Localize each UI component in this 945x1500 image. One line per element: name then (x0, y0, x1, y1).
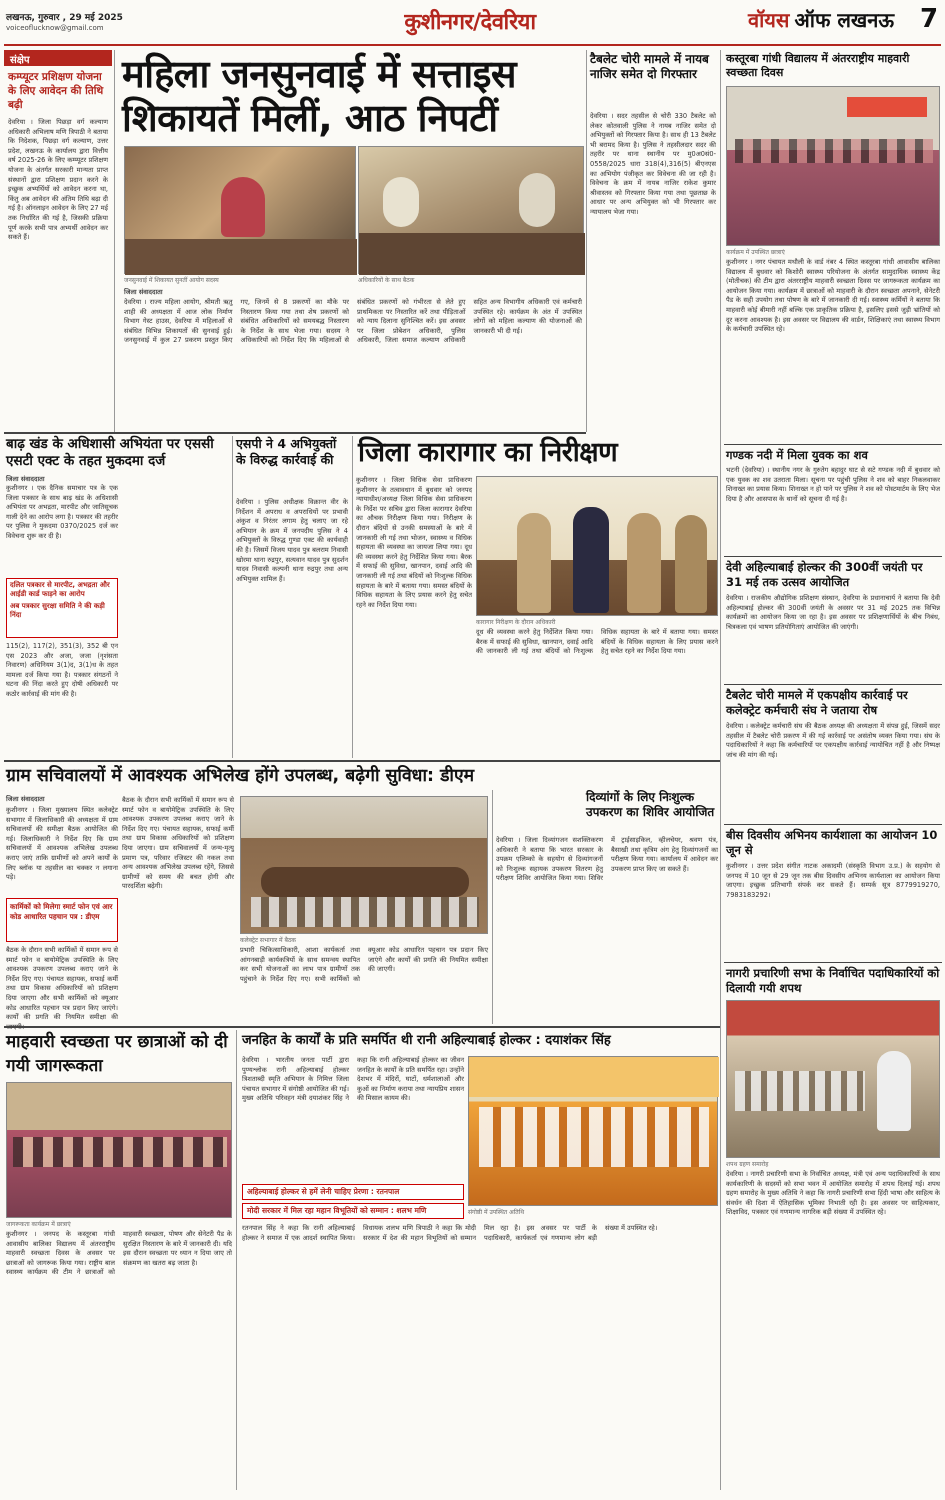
photo-caption: कारागार निरीक्षण के दौरान अधिकारी (476, 619, 556, 626)
table-shape (359, 233, 585, 275)
photo-caption: संगोष्ठी में उपस्थित अतिथि (468, 1209, 525, 1216)
jail-headline: जिला कारागार का निरीक्षण (358, 437, 618, 468)
highlight-bullet: दलित पत्रकार से मारपीट, अभद्रता और आईडी कार्ड फाड़ने का आरोप (10, 581, 110, 598)
officer-figure (517, 513, 551, 613)
stage-banner (469, 1057, 719, 1097)
person-figure (383, 177, 419, 227)
kasturba-photo (726, 86, 940, 246)
divider (492, 790, 493, 1024)
gram-body-continued: बैठक के दौरान सभी कार्मिकों में समान रूप से स्मार्ट फोन व बायोमेट्रिक उपस्थिति के लिए आवश्यक उपकरण उपलब्ध कराए जाने के निर्देश दिए गए। पंचायत सहायक, सफाई कर्मी तथा ग्राम विकास अधिकारियों को प्रशिक्षण दिया जाएगा। ग्राम सचिवालयों में जन्म-मृत्यु प्रमाण पत्र, परिवार रजिस्टर की नकल तथा अन्य आवश्यक अभिलेख उपलब्ध रहेंगे, जिससे ग्रामीणों को समय की बचत होगी और पारदर्शिता बढ़ेगी। (122, 796, 234, 891)
photo-caption: जागरूकता कार्यक्रम में छात्राएं (6, 1221, 71, 1228)
photo-caption: कार्यक्रम में उपस्थित छात्राएं (726, 249, 785, 256)
divider (720, 50, 721, 1490)
gandak-headline: गण्डक नदी में मिला युवक का शव (726, 448, 868, 462)
rani-quote-1: अहिल्याबाई होल्कर से हमें लेनी चाहिए प्रेरणा : रतनपाल (242, 1184, 464, 1200)
divider (724, 962, 942, 963)
divider (4, 432, 586, 434)
divider (724, 684, 942, 685)
conference-table (261, 867, 469, 897)
divider (352, 436, 353, 758)
students-row (13, 1137, 227, 1167)
brand-main: ऑफ लखनऊ (794, 8, 895, 32)
divider (724, 824, 942, 825)
lead-headline-2: शिकायतें मिलीं, आठ निपटीं (122, 96, 498, 140)
brand-latin: वॉयस (748, 8, 790, 32)
gram-body-4 (240, 946, 488, 1024)
lead-photo-left (124, 146, 356, 274)
gram-headline: ग्राम सचिवालयों में आवश्यक अभिलेख होंगे उपलब्ध, बढ़ेगी सुविधा: डीएम (6, 766, 475, 786)
jail-body-continued: दूध की व्यवस्था करने हेतु निर्देशित किया गया। बैरक में सफाई की सुविधा, खानपान, दवाई आदि की जानकारी ली गई तथा बंदियों को निःशुल्क विधिक सहायता के बारे में बताया गया। समस्त बंदियों के विधिक सहायता के लिए प्रयास करने हेतु सचेत रहने का निर्देश दिया गया। (476, 628, 718, 656)
rani-headline: जनहित के कार्यों के प्रति समर्पित थी रानी अहिल्याबाई होल्कर : दयाशंकर सिंह (242, 1033, 611, 1048)
gram-photo (240, 796, 488, 934)
divider (724, 556, 942, 557)
divyang-headline: दिव्यांगों के लिए निःशुल्क उपकरण का शिविर आयोजित (586, 790, 715, 819)
group-figures (735, 139, 933, 163)
table-shape (125, 239, 357, 275)
tablet-body: देवरिया । सदर तहसील से चोरी 330 टैबलेट को लेकर कोतवाली पुलिस ने नायब नाजिर समेत दो अभियुक्तों को गिरफ्तार किया है। साथ ही 13 टैबलेट भी बरामद किया है। पुलिस ने तहसीलदार सदर की तहरीर पर थाना स्थानीय पर मु0अ0सं0-0558/2025 धारा 318(4),316(5) बीएनएस का अभियोग पंजीकृत कर विवेचना की जा रही है। विवेचना के क्रम में नायब नाजिर राकेश कुमार श्रीवास्तव को गिरफ्तार किया गया तथा पूछताछ के आधार पर अन्य अभियुक्त को भी गिरफ्तार कर न्यायालय भेजा गया। (590, 112, 716, 216)
divider (586, 50, 587, 432)
audience-row (735, 1071, 865, 1111)
gram-body: कुशीनगर । जिला मुख्यालय स्थित कलेक्ट्रेट सभागार में जिलाधिकारी की अध्यक्षता में ग्राम सचिवालयों की समीक्षा बैठक आयोजित की गई। जिलाधिकारी ने निर्देश दिए कि ग्राम सचिवालयों में आवश्यक अभिलेख उपलब्ध कराए जाएं ताकि ग्रामीणों को अपने कार्यों के लिए ब्लॉक या तहसील का चक्कर न लगाना पड़े। (6, 806, 118, 882)
adhishasi-body-2: 115(2), 117(2), 351(3), 352 बी एन एस 2023 और अजा, जजा (नृशंसता निवारण) अधिनियम 3(1)द, 3(1)ध के तहत मामला दर्ज किया गया है। पत्रकार संगठनों ने घटना की निंदा करते हुए दोषी अधिकारी पर कठोर कार्रवाई की मांग की है। (6, 642, 118, 698)
abhiyukt-body: देवरिया । पुलिस अधीक्षक विक्रान्त वीर के निर्देशन में अपराध व अपराधियों पर प्रभावी अंकुश व निरंतर लगाम हेतु चलाए जा रहे अभियान के क्रम में जनपदीय पुलिस ने 4 अभियुक्तों के विरुद्ध गुण्डा एक्ट की कार्यवाही की है। जिसमें विजय यादव पुत्र बलराम निवासी खोरमा थाना रुद्रपुर, सत्यवान यादव पुत्र सुदर्शन यादव निवासी कल्पनी थाना रुद्रपुर तथा अन्य अभियुक्त शामिल हैं। (236, 498, 348, 583)
brand-logo (748, 6, 918, 40)
tablet-sangh-body: देवरिया । कलेक्ट्रेट कर्मचारी संघ की बैठक अध्यक्ष की अध्यक्षता में संपन्न हुई, जिसमें सदर तहसील में टैबलेट चोरी प्रकरण में की गई कार्रवाई पर असंतोष व्यक्त किया गया। संघ के पदाधिकारियों ने कहा कि कर्मचारियों पर एकपक्षीय कार्रवाई न्यायोचित नहीं है और निष्पक्ष जांच की मांग की गई। (726, 722, 940, 759)
tablet-headline: टैबलेट चोरी मामले में नायब नाजिर समेत दो गिरफ्तार (590, 52, 709, 81)
abhinay-headline: बीस दिवसीय अभिनय कार्यशाला का आयोजन 10 जून से (726, 828, 938, 857)
ahilya300-headline: देवी अहिल्याबाई होल्कर की 300वीं जयंती पर 31 मई तक उत्सव आयोजित (726, 560, 923, 589)
divider (232, 436, 233, 758)
lead-headline-1: महिला जनसुनवाई में सत्ताइस (122, 52, 517, 96)
page-number: 7 (920, 4, 939, 34)
gram-body-3 (122, 796, 234, 1024)
gram-pullquote: कार्मिकों को मिलेगा स्मार्ट फोन एवं आर कोड आधारित पहचान पत्र : डीएम (6, 898, 118, 942)
jail-photo (476, 476, 718, 616)
lead-byline: जिला संवाददाता (124, 288, 163, 296)
nagri-photo (726, 1000, 940, 1158)
officer-figure (675, 515, 707, 613)
adhishasi-highlights (6, 578, 118, 638)
divider (724, 444, 942, 445)
abhiyukt-headline: एसपी ने 4 अभियुक्तों के विरुद्ध कार्रवाई की (236, 436, 337, 467)
rani-body-2: रतनपाल सिंह ने कहा कि रानी अहिल्याबाई होल्कर ने समाज में एक आदर्श स्थापित किया। विधायक शलभ मणि त्रिपाठी ने कहा कि मोदी सरकार में देश की महान विभूतियों को सम्मान मिल रहा है। इस अवसर पर पार्टी के पदाधिकारी, कार्यकर्ता एवं गणमान्य लोग बड़ी संख्या में उपस्थित रहे। (242, 1224, 658, 1242)
officer-figure (627, 513, 661, 613)
divyang-body: देवरिया । जिला दिव्यांगजन सशक्तिकरण अधिकारी ने बताया कि भारत सरकार के उपक्रम एलिम्को के सहयोग से दिव्यांगजनों को निःशुल्क सहायक उपकरण वितरण हेतु परीक्षण शिविर आयोजित किया गया। शिविर में ट्राईसाइकिल, व्हीलचेयर, श्रवण यंत्र, बैसाखी तथा कृत्रिम अंग हेतु दिव्यांगजनों का परीक्षण किया गया। कार्यालय में आवेदन कर उपकरण प्राप्त किए जा सकते हैं। (496, 836, 718, 883)
divider (114, 50, 115, 432)
sankshep-headline: कम्प्यूटर प्रशिक्षण योजना के लिए आवेदन की तिथि बढ़ी (8, 71, 104, 111)
kasturba-headline: कस्तूरबा गांधी विद्यालय में अंतरराष्ट्रीय माहवारी स्वच्छता दिवस (726, 52, 910, 79)
banner-shape (847, 97, 927, 117)
mahavari-headline: माहवारी स्वच्छता पर छात्राओं को दी गयी जागरूकता (6, 1032, 228, 1076)
adhishasi-byline: जिला संवाददाता (6, 475, 45, 483)
rani-photo (468, 1056, 718, 1206)
highlight-bullet: अब पत्रकार सुरक्षा समिति ने की कड़ी निंदा (10, 602, 105, 619)
divider (4, 1026, 720, 1028)
jail-body-2 (476, 628, 718, 756)
gram-body-continued: प्रभारी चिकित्साधिकारी, आशा कार्यकर्ता तथा आंगनबाड़ी कार्यकत्रियों के साथ समन्वय स्थापित कर सभी योजनाओं का लाभ पात्र ग्रामीणों तक पहुंचाने के निर्देश दिए गए। सभी कार्मिकों को क्यूआर कोड आधारित पहचान पत्र प्रदान किए जाएंगे और कार्यों की प्रगति की नियमित समीक्षा की जाएगी। (240, 946, 488, 983)
person-figure (519, 173, 555, 227)
mahavari-photo (6, 1082, 232, 1218)
gandak-body: भटनी (देवरिया) । स्थानीय नगर के गुरुतेग बहादुर घाट से सटे गण्डक नदी में बुधवार को एक युवक का शव उतराता मिला। सूचना पर पहुंची पुलिस ने शव को बाहर निकलवाकर शिनाख्त का प्रयास किया। शिनाख्त न हो पाने पर पुलिस ने शव को पोस्टमार्टम के लिए भेज दिया है और आसपास के थानों को सूचना दी गई है। (726, 466, 940, 503)
sankshep-body: देवरिया । जिला पिछड़ा वर्ग कल्याण अधिकारी अभिलाष मणि त्रिपाठी ने बताया कि निदेशक, पिछड़ा वर्ग कल्याण, उत्तर प्रदेश, लखनऊ के कार्यालय द्वारा वित्तीय वर्ष 2025-26 के लिए कम्प्यूटर प्रशिक्षण योजना के अंतर्गत सरकारी मान्यता प्राप्त संस्थानों द्वारा प्रशिक्षण प्रदान करने के इच्छुक अभ्यर्थियों को आवेदन करना था, किंतु अब आवेदन की अंतिम तिथि बढ़ा दी गई है। ऑनलाइन आवेदन के लिए 27 मई तक निर्धारित की गई है, जिसकी प्रक्रिया पूर्ण करके सभी पात्र अभ्यर्थी आवेदन कर सकते हैं। (8, 118, 108, 242)
jail-body: कुशीनगर । जिला विधिक सेवा प्राधिकरण कुशीनगर के तत्वावधान में बुधवार को जनपद न्यायाधीश/अध्यक्ष जिला विधिक सेवा प्राधिकरण के निर्देश पर सचिव द्वारा जिला कारागार देवरिया का औचक निरीक्षण किया गया। निरीक्षण के दौरान बंदियों से उनकी समस्याओं के बारे में जानकारी ली गई तथा भोजन, स्वास्थ्य व विधिक सहायता की व्यवस्था का जायजा लिया गया। दूध की व्यवस्था करने हेतु निर्देशित किया गया। बैरक में सफाई की सुविधा, खानपान, दवाई आदि की जानकारी ली गई तथा बंदियों को निःशुल्क विधिक सहायता के बारे में बताया गया। समस्त बंदियों के विधिक सहायता के लिए प्रयास करने हेतु सचेत रहने का निर्देश दिया गया। (356, 476, 472, 609)
rani-body: देवरिया । भारतीय जनता पार्टी द्वारा पुण्यश्लोक रानी अहिल्याबाई होल्कर त्रिशताब्दी स्मृति अभियान के निमित्त जिला पंचायत सभागार में संगोष्ठी आयोजित की गई। मुख्य अतिथि परिवहन मंत्री दयाशंकर सिंह ने कहा कि रानी अहिल्याबाई होल्कर का जीवन जनहित के कार्यों के प्रति समर्पित रहा। उन्होंने देशभर में मंदिरों, घाटों, धर्मशालाओं और कुओं का निर्माण कराया तथा न्यायप्रिय शासन की मिसाल कायम की। (242, 1056, 464, 1103)
masthead-email[interactable]: voiceoflucknow@gmail.com (6, 24, 104, 32)
dignitaries-row (479, 1107, 709, 1167)
nagri-headline: नागरी प्रचारिणी सभा के निर्वाचित पदाधिकारियों को दिलायी गयी शपथ (726, 966, 940, 995)
tablet-sangh-headline: टैबलेट चोरी मामले में एकपक्षीय कार्रवाई पर कलेक्ट्रेट कर्मचारी संघ ने जताया रोष (726, 688, 908, 717)
kasturba-body: कुशीनगर । नगर पंचायत मथौली के वार्ड नंबर 4 स्थित कस्तूरबा गांधी आवासीय बालिका विद्यालय में बुधवार को किशोरी स्वास्थ्य परियोजना के अंतर्गत सामुदायिक स्वास्थ्य केंद्र (मोतीचक) की टीम द्वारा अंतरराष्ट्रीय माहवारी स्वच्छता दिवस पर जागरूकता कार्यक्रम का आयोजन किया गया। कार्यक्रम में छात्राओं को माहवारी के दौरान स्वच्छता अपनाने, सेनेटरी पैड के सही उपयोग तथा पोषण के बारे में जानकारी दी गई। स्वास्थ्य कर्मियों ने बताया कि माहवारी कोई बीमारी नहीं बल्कि एक प्राकृतिक प्रक्रिया है, इसलिए इससे जुड़ी भ्रांतियों को दूर करना आवश्यक है। इस अवसर पर विद्यालय की वार्डन, शिक्षिकाएं तथा स्वास्थ्य विभाग के कर्मचारी उपस्थित रहे। (726, 258, 940, 334)
photo-caption: कलेक्ट्रेट सभागार में बैठक (240, 937, 297, 944)
divider (4, 760, 720, 762)
person-figure (221, 177, 265, 237)
mahavari-body: कुशीनगर । जनपद के कस्तूरबा गांधी आवासीय बालिका विद्यालय में अंतरराष्ट्रीय माहवारी स्वच्छता दिवस के अवसर पर छात्राओं को जागरूक किया गया। राष्ट्रीय बाल स्वास्थ्य कार्यक्रम की टीम ने छात्राओं को माहवारी स्वच्छता, पोषण और सेनेटरी पैड के सुरक्षित निस्तारण के बारे में जानकारी दी। यदि इस दौरान स्वच्छता पर ध्यान न दिया जाए तो संक्रमण का खतरा बढ़ जाता है। (6, 1230, 232, 1277)
adhishasi-headline: बाढ़ खंड के अधिशासी अभियंता पर एससी एसटी एक्ट के तहत मुकदमा दर्ज (6, 436, 214, 469)
gram-body-2: बैठक के दौरान सभी कार्मिकों में समान रूप से स्मार्ट फोन व बायोमेट्रिक उपस्थिति के लिए आवश्यक उपकरण उपलब्ध कराए जाने के निर्देश दिए गए। पंचायत सहायक, सफाई कर्मी तथा ग्राम विकास अधिकारियों को प्रशिक्षण दिया जाएगा और सभी कार्मिकों को क्यूआर कोड आधारित पहचान पत्र प्रदान किए जाएंगे। कार्यों की प्रगति की नियमित समीक्षा की (6, 946, 118, 1022)
adhishasi-body: कुशीनगर । एक दैनिक समाचार पत्र के एक जिला पत्रकार के साथ बाढ़ खंड के अधिशासी अभियंता पर अभद्रता, मारपीट और जातिसूचक गाली देने का आरोप लगा है। पत्रकार की तहरीर पर पुलिस ने मुकदमा 0370/2025 दर्ज कर विवेचना शुरू कर दी है। (6, 484, 118, 540)
attendees (251, 897, 479, 927)
masthead-date: लखनऊ, गुरुवार , 29 मई 2025 (6, 13, 123, 23)
divider (236, 1030, 237, 1490)
ahilya300-body: देवरिया । राजकीय औद्योगिक प्रशिक्षण संस्थान, देवरिया के प्रधानाचार्य ने बताया कि देवी अहिल्याबाई होल्कर की 300वीं जयंती के अवसर पर 31 मई 2025 तक विभिन्न कार्यक्रमों का आयोजन किया जा रहा है। इस अवसर पर प्रशिक्षणार्थियों के बीच निबंध, चित्रकला एवं भाषण प्रतियोगिताएं आयोजित की जाएंगी। (726, 594, 940, 631)
speaker-figure (877, 1051, 911, 1131)
photo-caption: जनसुनवाई में शिकायत सुनतीं आयोग सदस्य (124, 277, 219, 284)
abhinay-body: कुशीनगर । उत्तर प्रदेश संगीत नाटक अकादमी (संस्कृति विभाग उ.प्र.) के सहयोग से जनपद में 10 जून से 29 जून तक बीस दिवसीय अभिनय कार्यशाला का आयोजन किया जाएगा। इच्छुक प्रतिभागी संपर्क कर सकते हैं। सम्पर्क सूत्र 8779919270, 7983183292। (726, 862, 940, 899)
lead-photo-right (358, 146, 584, 274)
photo-caption: अधिकारियों के साथ बैठक (358, 277, 415, 284)
photo-caption: शपथ ग्रहण समारोह (726, 1161, 769, 1168)
section-title: कुशीनगर/देवरिया (404, 10, 536, 35)
lead-body: देवरिया । राज्य महिला आयोग, श्रीमती ऋतु शाही की अध्यक्षता में आज लोक निर्माण विभाग गेस्ट हाउस, देवरिया में महिलाओं से संबंधित विभिन्न शिकायतों की सुनवाई हुई। जनसुनवाई में कुल 27 प्रकरण प्रस्तुत किए गए, जिनमें से 8 प्रकरणों का मौके पर निस्तारण किया गया तथा शेष प्रकरणों को संबंधित अधिकारियों को समयबद्ध निस्तारण के निर्देश के साथ भेजा गया। सदस्य ने अधिकारियों को निर्देश दिए कि महिलाओं से संबंधित प्रकरणों को गंभीरता से लेते हुए प्राथमिकता पर निस्तारित करें तथा पीड़िताओं को न्याय दिलाना सुनिश्चित करें। इस अवसर पर जिला प्रोबेशन अधिकारी, पुलिस अधिकारी, जिला समाज कल्याण अधिकारी सहित अन्य विभागीय अधिकारी एवं कर्मचारी उपस्थित रहे। कार्यक्रम के अंत में उपस्थित लोगों को महिला कल्याण की योजनाओं की जानकारी भी दी गई। (124, 298, 582, 345)
gram-byline: जिला संवाददाता (6, 795, 45, 803)
officer-figure (573, 507, 609, 613)
rani-quote-2: मोदी सरकार में मिल रहा महान विभूतियों को सम्मान : शलभ मणि (242, 1203, 464, 1219)
sankshep-label: संक्षेप (4, 50, 112, 66)
masthead-rule (4, 44, 941, 46)
nagri-body: देवरिया । नागरी प्रचारिणी सभा के निर्वाचित अध्यक्ष, मंत्री एवं अन्य पदाधिकारियों के साथ कार्यकारिणी के सदस्यों को सभा भवन में आयोजित समारोह में शपथ दिलाई गई। शपथ ग्रहण समारोह के मुख्य अतिथि ने कहा कि नागरी प्रचारिणी सभा हिंदी भाषा और साहित्य के संवर्धन की दिशा में ऐतिहासिक भूमिका निभाती रही है। इस अवसर पर साहित्यकार, शिक्षाविद, पत्रकार एवं गणमान्य नागरिक बड़ी संख्या में उपस्थित रहे। (726, 1170, 940, 1217)
